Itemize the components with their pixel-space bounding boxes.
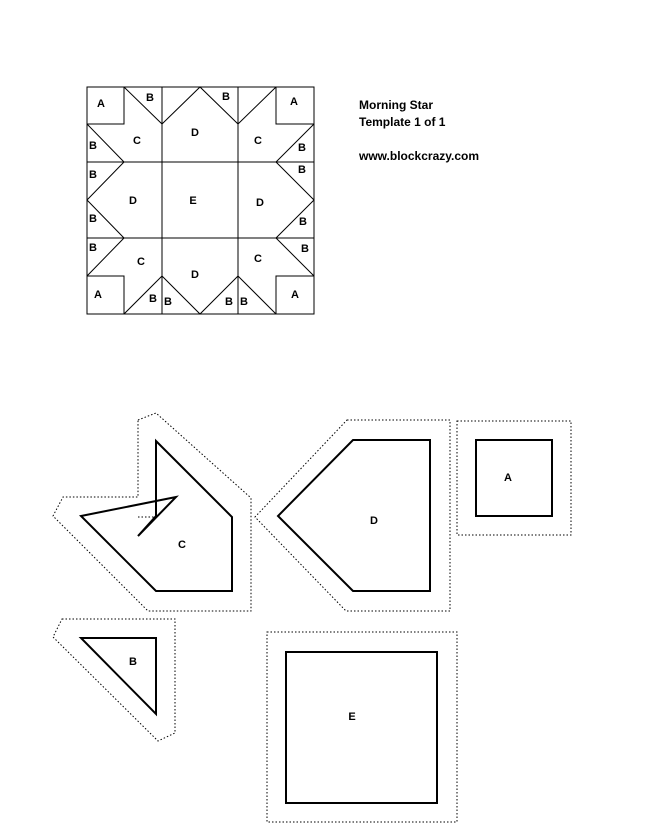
piece-d-label: D xyxy=(370,514,378,527)
website-text: www.blockcrazy.com xyxy=(359,149,480,163)
corner-tr-diag2 xyxy=(276,124,314,162)
block-label-e: E xyxy=(189,194,197,207)
piece-c-cut-line xyxy=(81,441,232,591)
block-label-a-tl: A xyxy=(97,97,105,110)
block-label-b-mr-top: B xyxy=(298,163,306,176)
piece-e-label: E xyxy=(348,710,356,723)
block-label-b-bm-left: B xyxy=(164,295,172,308)
block-label-b-bl-bottom: B xyxy=(149,292,157,305)
piece-c-seam-allowance xyxy=(53,413,251,611)
block-label-b-tl-left: B xyxy=(89,139,97,152)
template-piece-d xyxy=(255,420,450,611)
block-label-b-br-bottom: B xyxy=(240,295,248,308)
template-piece-c xyxy=(53,413,251,611)
corner-tr-diag1 xyxy=(238,87,276,124)
block-label-d-top: D xyxy=(191,126,199,139)
pattern-name: Morning Star xyxy=(359,98,433,112)
template-piece-a xyxy=(457,421,571,535)
block-label-b-tl-top: B xyxy=(146,91,154,104)
piece-b-cut-line xyxy=(81,638,156,714)
block-label-c-bl: C xyxy=(137,255,145,268)
block-label-a-bl: A xyxy=(94,288,102,301)
block-label-b-tr-right: B xyxy=(298,141,306,154)
block-label-d-right: D xyxy=(256,196,264,209)
piece-a-seam-allowance xyxy=(457,421,571,535)
block-label-a-tr: A xyxy=(290,95,298,108)
block-label-d-bottom: D xyxy=(191,268,199,281)
piece-c-label: C xyxy=(178,538,186,551)
block-diagram xyxy=(87,87,314,314)
corner-tl-diag1 xyxy=(124,87,162,124)
block-outline xyxy=(87,87,314,314)
block-label-d-left: D xyxy=(129,194,137,207)
block-label-a-br: A xyxy=(291,288,299,301)
piece-b-label: B xyxy=(129,655,137,668)
block-label-c-br: C xyxy=(254,252,262,265)
piece-a-label: A xyxy=(504,471,512,484)
block-label-b-mr-bottom: B xyxy=(299,215,307,228)
piece-e-cut-line xyxy=(286,652,437,803)
block-label-b-bl-top: B xyxy=(89,241,97,254)
block-label-b-bm-right: B xyxy=(225,295,233,308)
template-info: Template 1 of 1 xyxy=(359,115,446,129)
d-right-lines xyxy=(276,162,314,238)
piece-d-cut-line xyxy=(278,440,430,591)
block-label-b-ml-bottom: B xyxy=(89,212,97,225)
template-piece-b xyxy=(53,619,175,741)
block-label-b-tr-top: B xyxy=(222,90,230,103)
corner-tl-lines xyxy=(87,87,124,124)
block-label-c-tl: C xyxy=(133,134,141,147)
block-label-b-br-top: B xyxy=(301,242,309,255)
block-label-c-tr: C xyxy=(254,134,262,147)
block-label-b-ml-top: B xyxy=(89,168,97,181)
piece-d-seam-allowance xyxy=(255,420,450,611)
piece-e-seam-allowance xyxy=(267,632,457,822)
template-piece-e xyxy=(267,632,457,822)
piece-a-cut-line xyxy=(476,440,552,516)
corner-bl-lines xyxy=(87,276,124,314)
